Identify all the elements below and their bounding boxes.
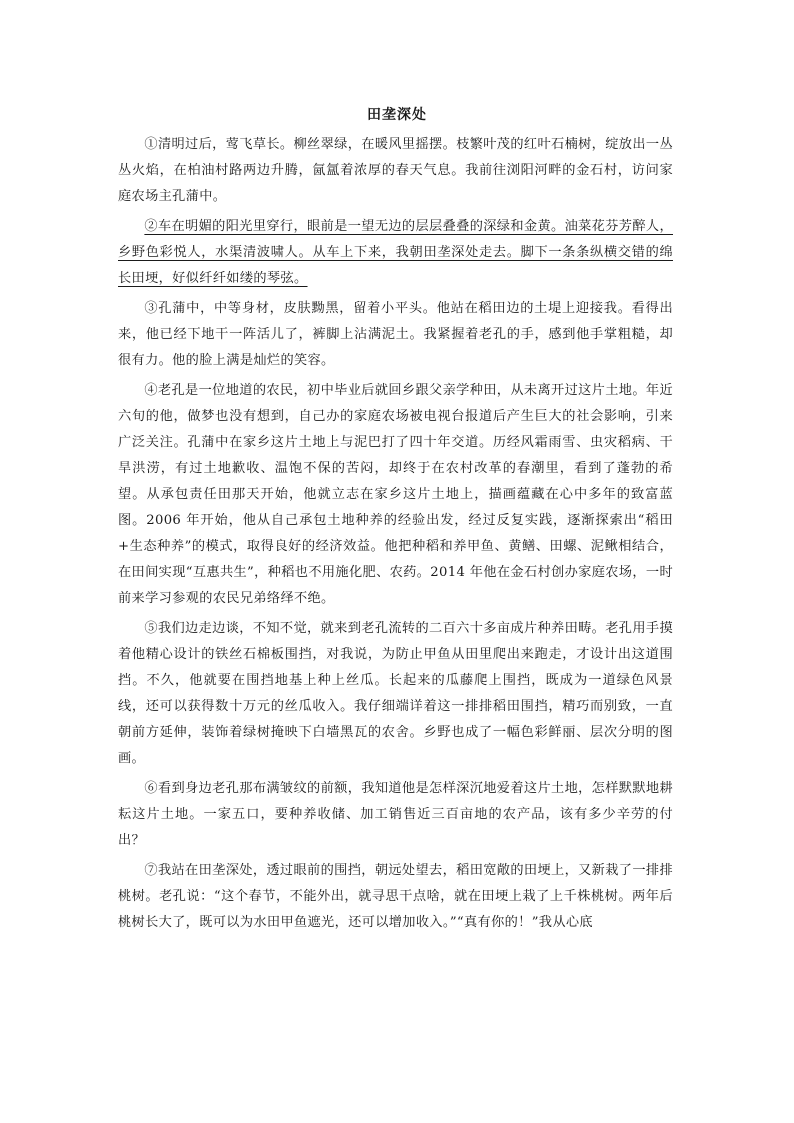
paragraph-1: ①清明过后，莺飞草长。柳丝翠绿，在暖风里摇摆。枝繁叶茂的红叶石楠树，绽放出一丛丛火焰，在柏油村路两边升腾，氤氲着浓厚的春天气息。我前往浏阳河畔的金石村，访问家庭农场主孔蒲中。 [118,137,673,204]
underlined-passage: ②车在明媚的阳光里穿行，眼前是一望无边的层层叠叠的深绿和金黄。油菜花芬芳醉人，乡野色彩悦人，水渠清波啸人。从车上下来，我朝田垄深处走去。脚下一条条纵横交错的绵长田埂，好似纤纤如缕的琴弦。 [118,219,673,286]
paragraph-2-underlined [118,214,673,292]
paragraph-6: ⑥看到身边老孔那布满皱纹的前额，我知道他是怎样深沉地爱着这片土地，怎样默默地耕耘这片土地。一家五口，要种养收储、加工销售近三百亩地的农产品，该有多少辛劳的付出？ [118,781,673,848]
paragraph-5: ⑤我们边走边谈，不知不觉，就来到老孔流转的二百六十多亩成片种养田畴。老孔用手摸着他精心设计的铁丝石棉板围挡，对我说，为防止甲鱼从田里爬出来跑走，才设计出这道围挡。不久，他就要在围挡地基上种上丝瓜。长起来的瓜藤爬上围挡，既成为一道绿色风景线，还可以获得数十万元的丝瓜收入。我仔细端详着这一排排稻田围挡，精巧而别致，一直朝前方延伸，装饰着绿树掩映下白墙黑瓦的农舍。乡野也成了一幅色彩鲜丽、层次分明的图画。 [118,621,673,766]
document-body [118,132,673,940]
paragraph-7: ⑦我站在田垄深处，透过眼前的围挡，朝远处望去，稻田宽敞的田埂上，又新栽了一排排桃树。老孔说：“这个春节，不能外出，就寻思干点啥，就在田埂上栽了上千株桃树。两年后桃树长大了，既可以为水田甲鱼遮光，还可以增加收入。”“真有你的！”我从心底 [118,863,673,930]
document-title: 田垄深处 [367,107,427,123]
paragraph-3: ③孔蒲中，中等身材，皮肤黝黑，留着小平头。他站在稻田边的土堤上迎接我。看得出来，他已经下地干一阵活儿了，裤脚上沾满泥土。我紧握着老孔的手，感到他手掌粗糙，却很有力。他的脸上满是灿烂的笑容。 [118,301,673,368]
paragraph-4: ④老孔是一位地道的农民，初中毕业后就回乡跟父亲学种田，从未离开过这片土地。年近六旬的他，做梦也没有想到，自己办的家庭农场被电视台报道后产生巨大的社会影响，引来广泛关注。孔蒲中在家乡这片土地上与泥巴打了四十年交道。历经风霜雨雪、虫灾稻病、干旱洪涝，有过土地歉收、温饱不保的苦闷，却终于在农村改革的春潮里，看到了蓬勃的希望。从承包责任田那天开始，他就立志在家乡这片土地上，描画蕴藏在心中多年的致富蓝图。2006 年开始，他从自己承包土地种养的经验出发，经过反复实践，逐渐探索出“稻田+生态种养”的模式，取得良好的经济效益。他把种稻和养甲鱼、黄鳝、田螺、泥鳅相结合，在田间实现“互惠共生”，种稻也不用施化肥、农药。2014 年他在金石村创办家庭农场，一时前来学习参观的农民兄弟络绎不绝。 [118,383,673,606]
